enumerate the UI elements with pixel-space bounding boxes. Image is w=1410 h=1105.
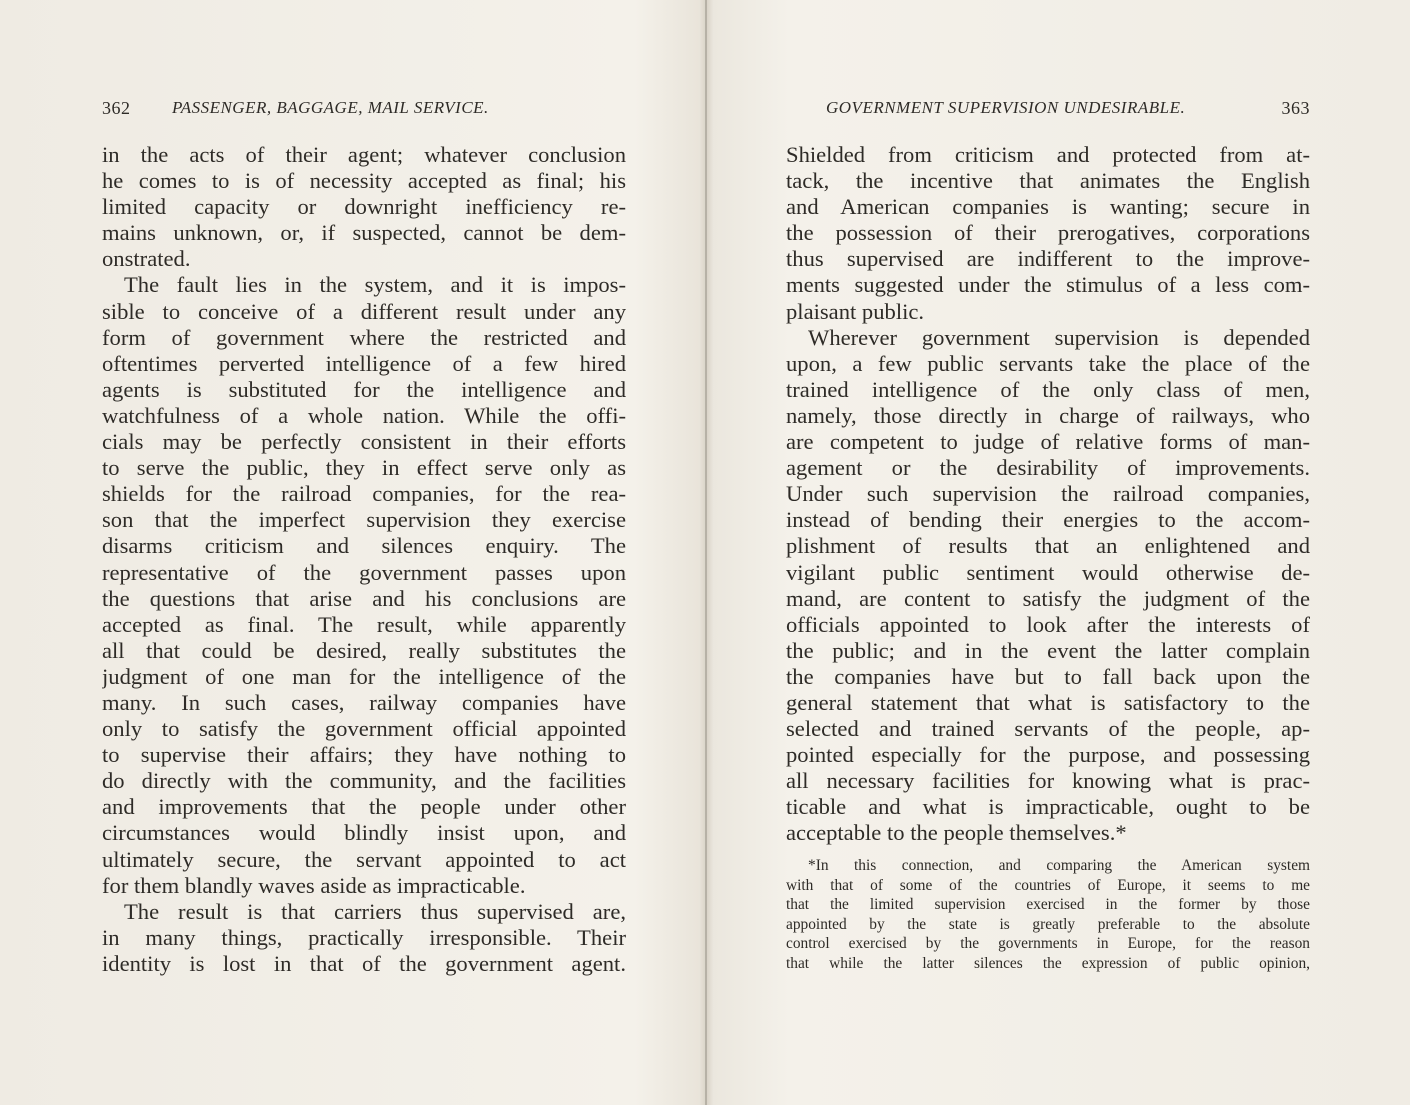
text-line: namely, those directly in charge of railways, who <box>786 402 1310 428</box>
text-line: many. In such cases, railway companies have <box>102 689 626 715</box>
text-line: selected and trained servants of the people, ap- <box>786 716 1310 742</box>
text-line: all that could be desired, really substitutes the <box>102 637 626 663</box>
text-line: the companies have but to fall back upon the <box>786 663 1310 689</box>
left-running-head <box>102 98 626 124</box>
text-line: son that the imperfect supervision they exercise <box>102 507 626 533</box>
text-line: only to satisfy the government official appointed <box>102 716 626 742</box>
footnote-line: control exercised by the governments in Europe, for the reason <box>786 935 1310 953</box>
text-line: in many things, practically irresponsible. Their <box>102 924 626 950</box>
text-line: agement or the desirability of improvements. <box>786 455 1310 481</box>
text-line: officials appointed to look after the interests of <box>786 611 1310 637</box>
text-line: the public; and in the event the latter complain <box>786 637 1310 663</box>
text-line: ultimately secure, the servant appointed to act <box>102 846 626 872</box>
text-line: limited capacity or downright inefficiency re- <box>102 194 626 220</box>
text-line: plaisant public. <box>786 298 925 324</box>
text-line: form of government where the restricted and <box>102 324 626 350</box>
text-line: mand, are content to satisfy the judgment of the <box>786 585 1310 611</box>
text-line: he comes to is of necessity accepted as final; his <box>102 168 626 194</box>
right-body-text <box>786 142 1310 847</box>
text-line: upon, a few public servants take the place of the <box>786 350 1310 376</box>
page-number: 362 <box>102 98 131 118</box>
footnote-line: that while the latter silences the expression of public opinion, <box>786 954 1310 972</box>
text-line: disarms criticism and silences enquiry. The <box>102 533 626 559</box>
text-line: ments suggested under the stimulus of a less com- <box>786 272 1310 298</box>
left-page <box>102 0 626 1105</box>
text-line: circumstances would blindly insist upon, and <box>102 820 626 846</box>
right-running-head <box>786 98 1310 124</box>
text-line: identity is lost in that of the government agent. <box>102 950 626 976</box>
text-line: for them blandly waves aside as impracticable. <box>102 872 526 898</box>
text-line: and improvements that the people under other <box>102 794 626 820</box>
text-line: shields for the railroad companies, for the rea- <box>102 481 626 507</box>
text-line: tack, the incentive that animates the English <box>786 168 1310 194</box>
running-head-title: PASSENGER, BAGGAGE, MAIL SERVICE. <box>172 98 489 117</box>
text-line: in the acts of their agent; whatever conclusion <box>102 142 626 167</box>
page-number: 363 <box>1281 98 1310 118</box>
text-line: acceptable to the people themselves.* <box>786 820 1127 846</box>
text-line: and American companies is wanting; secure in <box>786 194 1310 220</box>
text-line: mains unknown, or, if suspected, cannot be dem- <box>102 220 626 246</box>
text-line: plishment of results that an enlightened and <box>786 533 1310 559</box>
text-line: instead of bending their energies to the accom- <box>786 507 1310 533</box>
footnote-line: that the limited supervision exercised in the former by those <box>786 896 1310 914</box>
book-gutter <box>705 0 707 1105</box>
text-line: trained intelligence of the only class of men, <box>786 376 1310 402</box>
text-line: ticable and what is impracticable, ought to be <box>786 794 1310 820</box>
text-line: pointed especially for the purpose, and possessing <box>786 742 1310 768</box>
text-line: accepted as final. The result, while apparently <box>102 611 626 637</box>
text-line: Wherever government supervision is depended <box>808 324 1310 350</box>
text-line: do directly with the community, and the facilities <box>102 768 626 794</box>
text-line: all necessary facilities for knowing what is prac- <box>786 768 1310 794</box>
text-line: sible to conceive of a different result under any <box>102 298 626 324</box>
left-body-text <box>102 142 626 977</box>
text-line: agents is substituted for the intelligence and <box>102 376 626 402</box>
text-line: cials may be perfectly consistent in their efforts <box>102 429 626 455</box>
footnote-line: appointed by the state is greatly preferable to the absolute <box>786 915 1310 933</box>
text-line: vigilant public sentiment would otherwise de- <box>786 559 1310 585</box>
text-line: The result is that carriers thus supervised are, <box>124 898 626 924</box>
text-line: general statement that what is satisfactory to the <box>786 689 1310 715</box>
text-line: Under such supervision the railroad companies, <box>786 481 1310 507</box>
text-line: thus supervised are indifferent to the improve- <box>786 246 1310 272</box>
footnote <box>786 856 1310 974</box>
text-line: The fault lies in the system, and it is impos- <box>124 272 626 298</box>
footnote-line: with that of some of the countries of Europe, it seems to me <box>786 876 1310 894</box>
text-line: to serve the public, they in effect serve only as <box>102 455 626 481</box>
right-page <box>786 0 1310 1105</box>
text-line: the possession of their prerogatives, corporations <box>786 220 1310 246</box>
text-line: the questions that arise and his conclusions are <box>102 585 626 611</box>
text-line: watchfulness of a whole nation. While the offi- <box>102 402 626 428</box>
text-line: onstrated. <box>102 246 191 272</box>
text-line: oftentimes perverted intelligence of a few hired <box>102 350 626 376</box>
text-line: judgment of one man for the intelligence of the <box>102 663 626 689</box>
running-head-title: GOVERNMENT SUPERVISION UNDESIRABLE. <box>826 98 1186 117</box>
text-line: representative of the government passes upon <box>102 559 626 585</box>
text-line: are competent to judge of relative forms of man- <box>786 429 1310 455</box>
text-line: to supervise their affairs; they have nothing to <box>102 742 626 768</box>
text-line: Shielded from criticism and protected from at- <box>786 142 1310 167</box>
footnote-line: *In this connection, and comparing the American system <box>808 857 1310 874</box>
